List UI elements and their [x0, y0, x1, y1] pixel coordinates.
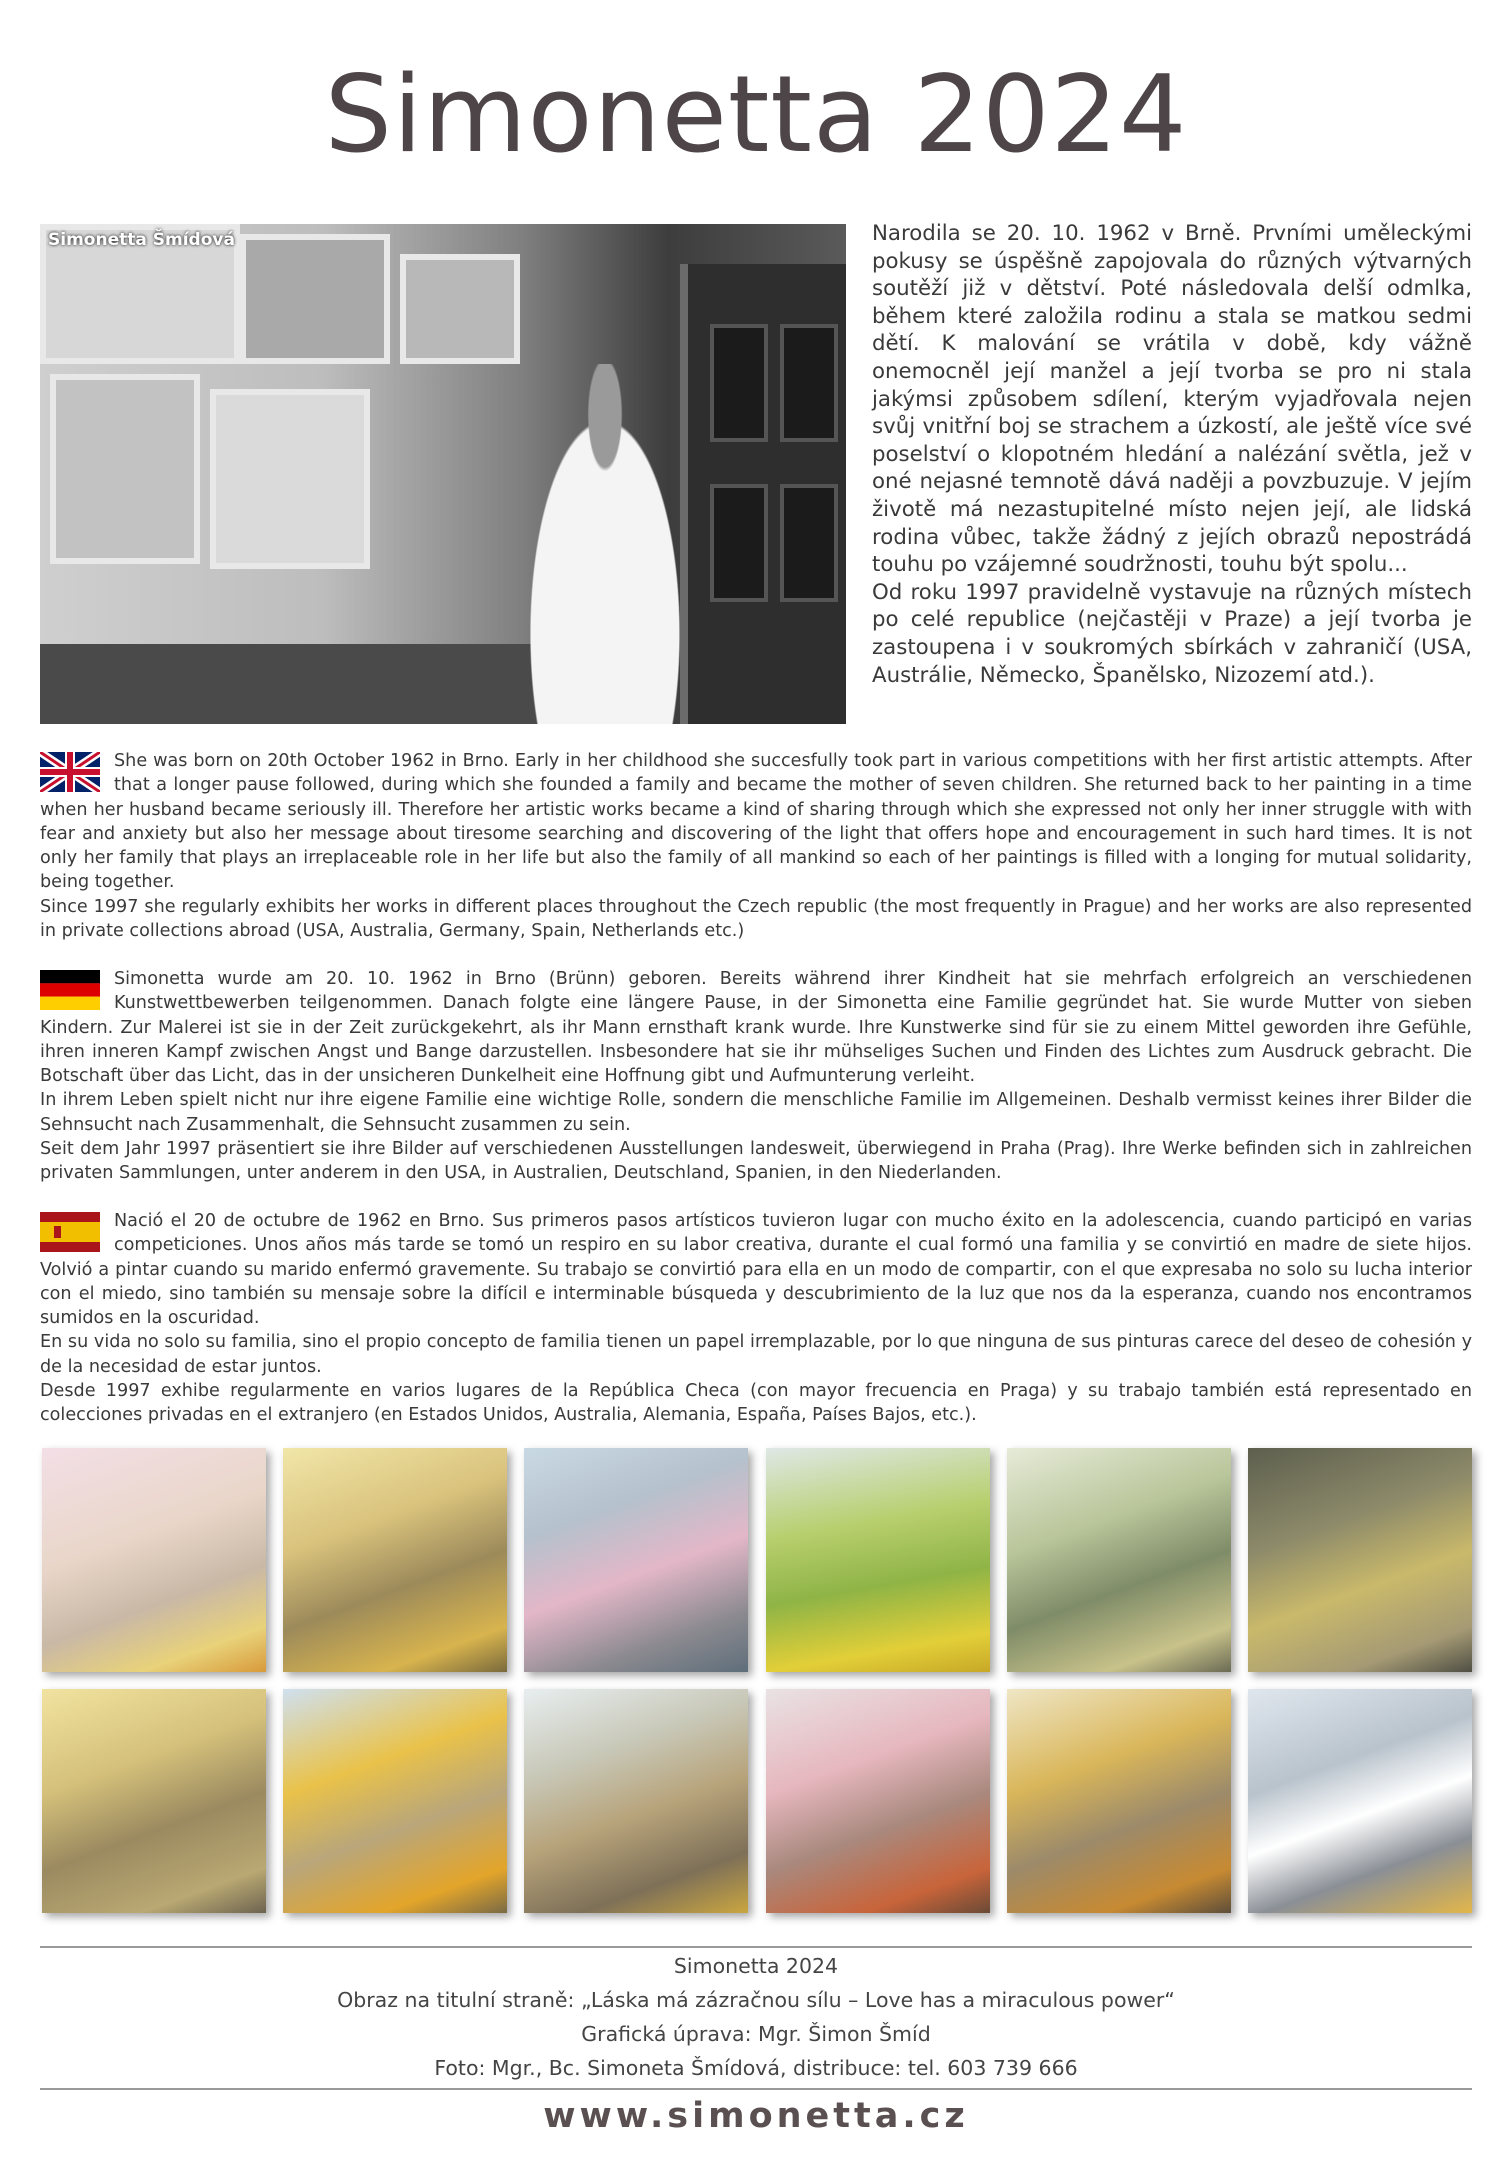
bio-english [40, 749, 1472, 943]
footer-title: Simonetta 2024 [673, 1954, 839, 1978]
germany-flag-icon [40, 970, 100, 1010]
painting-thumbnail [524, 1448, 748, 1672]
painting-thumbnail [283, 1448, 507, 1672]
footer-photo-distribution: Foto: Mgr., Bc. Simoneta Šmídová, distribuce: tel. 603 739 666 [434, 2056, 1078, 2080]
spain-flag-icon [40, 1212, 100, 1252]
website-link[interactable]: www.simonetta.cz [543, 2096, 969, 2136]
bio-german [40, 967, 1472, 1186]
bio-german-paragraph: In ihrem Leben spielt nicht nur ihre eigene Familie eine wichtige Rolle, sondern die menschliche Familie im Allgemeinen. Deshalb vermisst keines ihrer Bilder die Sehnsucht nach Zusammenhalt, die Sehnsucht zusammen zu sein. [40, 1090, 1472, 1135]
painting-thumbnail [766, 1448, 990, 1672]
painting-thumbnail [42, 1689, 266, 1913]
uk-flag-icon [40, 752, 100, 792]
bio-german-paragraph: Seit dem Jahr 1997 präsentiert sie ihre Bilder auf verschiedenen Ausstellungen landesweit, überwiegend in Praha (Prag). Ihre Werke befinden sich in zahlreichen privaten Sammlungen, unter anderem in den USA, in Australien, Deutschland, Spanien, in den Niederlanden. [40, 1139, 1472, 1184]
painting-thumbnail [1007, 1448, 1231, 1672]
page-title: Simonetta 2024 [324, 53, 1188, 176]
artist-photo [40, 224, 846, 724]
bio-czech-paragraph: Od roku 1997 pravidelně vystavuje na různých místech po celé republice (nejčastěji v Praze) a její tvorba je zastoupena i v soukromých sbírkách v zahraničí (USA, Austrálie, Německo, Španělsko, Nizozemí atd.). [872, 579, 1472, 688]
bio-german-paragraph: Simonetta wurde am 20. 10. 1962 in Brno (Brünn) geboren. Bereits während ihrer Kindheit hat sie mehrfach erfolgreich an verschiedenen Kunstwettbewerben teilgenommen. Danach folgte eine längere Pause, in der Simonetta eine Familie gegründet hat. Sie wurde Mutter von sieben Kindern. Zur Malerei ist sie in der Zeit zurückgekehrt, als ihr Mann ernsthaft krank wurde. Ihre Kunstwerke sind für sie zu einem Mittel geworden ihre Gefühle, ihren inneren Kampf zwischen Angst und Bange darzustellen. Insbesondere hat sie ihr mühseliges Suchen und Finden des Lichtes zum Ausdruck gebracht. Die Botschaft über das Licht, das in der unsicheren Dunkelheit eine Hoffnung gibt und Aufmunterung verleiht. [40, 969, 1472, 1087]
photo-credit: Simonetta Šmídová [48, 230, 235, 250]
painting-thumbnail [766, 1689, 990, 1913]
painting-thumbnail [42, 1448, 266, 1672]
bio-spanish-paragraph: Desde 1997 exhibe regularmente en varios lugares de la República Checa (con mayor frecuencia en Praga) y su trabajo también está representado en colecciones privadas en el extranjero (en Estados Unidos, Australia, Alemania, España, Países Bajos, etc.). [40, 1381, 1472, 1426]
bio-english-paragraph: Since 1997 she regularly exhibits her works in different places throughout the Czech republic (the most frequently in Prague) and her works are also represented in private collections abroad (USA, Australia, Germany, Spain, Netherlands etc.) [40, 896, 1472, 942]
bio-spanish [40, 1209, 1472, 1428]
painting-thumbnail [1248, 1689, 1472, 1913]
footer-cover-caption: Obraz na titulní straně: „Láska má zázračnou sílu – Love has a miraculous power“ [337, 1988, 1175, 2012]
painting-thumbnail [1007, 1689, 1231, 1913]
painting-thumbnail [524, 1689, 748, 1913]
bio-czech [872, 220, 1472, 689]
footer-bottom-divider [40, 2088, 1472, 2090]
footer-top-divider [40, 1946, 1472, 1948]
bio-spanish-paragraph: En su vida no solo su familia, sino el propio concepto de familia tienen un papel irremplazable, por lo que ninguna de sus pinturas carece del deseo de cohesión y de la necesidad de estar juntos. [40, 1332, 1472, 1377]
bio-czech-paragraph: Narodila se 20. 10. 1962 v Brně. Prvními uměleckými pokusy se úspěšně zapojovala do různých výtvarných soutěží již v dětství. Poté následovala delší odmlka, během které založila rodinu a stala se matkou sedmi dětí. K malování se vrátila v době, kdy vážně onemocněl její manžel a její tvorba se pro ni stala jakýmsi způsobem sdílení, kterým vyjadřovala nejen svůj vnitřní boj se strachem a úzkostí, ale ještě více své poselství o klopotném hledání a nalézání světla, jež v oné nejasné temnotě dává naději a povzbuzuje. V jejím životě má nezastupitelné místo nejen její, ale lidská rodina vůbec, takže žádný z jejích obrazů nepostrádá touhu po vzájemné soudržnosti, touhu být spolu... [872, 221, 1472, 578]
painting-thumbnail [1248, 1448, 1472, 1672]
bio-english-paragraph: She was born on 20th October 1962 in Brno. Early in her childhood she succesfully took part in various competitions with her first artistic attempts. After that a longer pause followed, during which she founded a family and became the mother of seven children. She returned back to her painting in a time when her husband became seriously ill. Therefore her artistic works became a kind of sharing through which she expressed not only her inner struggle with with fear and anxiety but also her message about tiresome searching and discovering of the light that offers hope and encouragement in such hard times. It is not only her family that plays an irreplaceable role in her life but also the family of all mankind so each of her paintings is filled with a longing for mutual solidarity, being together. [40, 751, 1472, 893]
bio-spanish-paragraph: Nació el 20 de octubre de 1962 en Brno. Sus primeros pasos artísticos tuvieron lugar con mucho éxito en la adolescencia, cuando participó en varias competiciones. Unos años más tarde se tomó un respiro en su labor creativa, durante el cual formó una familia y se convirtió en madre de siete hijos. Volvió a pintar cuando su marido enfermó gravemente. Su trabajo se convirtió para ella en un modo de compartir, con el que expresaba no solo su lucha interior con el miedo, sino también su mensaje sobre la difícil e interminable búsqueda y descubrimiento de la luz que nos da la esperanza, cuando nos encontramos sumidos en la oscuridad. [40, 1211, 1472, 1329]
footer-graphic-design: Grafická úprava: Mgr. Šimon Šmíd [581, 2022, 931, 2046]
painting-thumbnail [283, 1689, 507, 1913]
